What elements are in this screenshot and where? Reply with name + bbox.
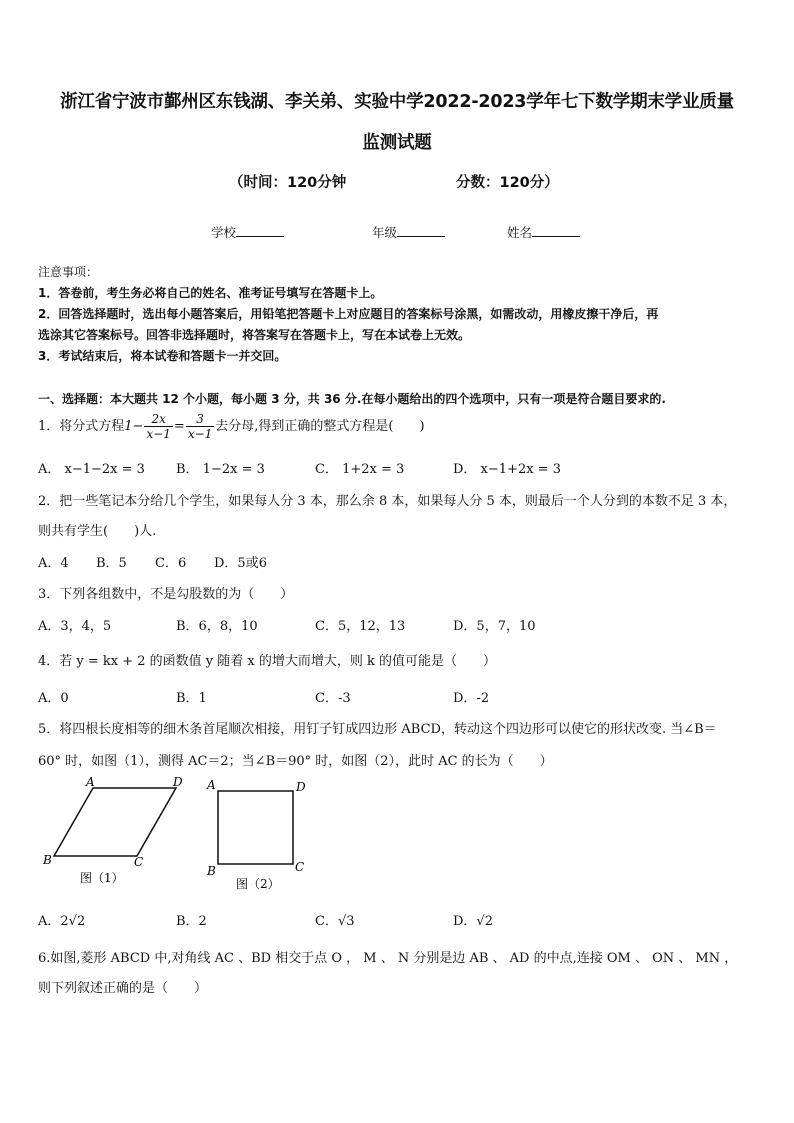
q2-option-b[interactable]: B．5 <box>96 556 127 571</box>
exam-title-line1: 浙江省宁波市鄞州区东钱湖、李关弟、实验中学2022-2023学年七下数学期末学业质量 <box>60 92 734 112</box>
name-blank[interactable] <box>532 224 580 237</box>
q5-option-a[interactable]: A．2√2 <box>38 914 86 929</box>
score-label: 分数：120分） <box>456 175 559 191</box>
q4-option-c[interactable]: C．-3 <box>315 691 351 706</box>
question-6-line1: 6.如图,菱形 ABCD 中,对角线 AC 、BD 相交于点 O ， M 、 N 分别是边 AB 、 AD 的中点,连接 OM 、 ON 、 MN ， <box>38 951 738 966</box>
grade-blank[interactable] <box>397 224 445 237</box>
fig1-label-c: C <box>134 855 144 869</box>
grade-field[interactable] <box>372 223 445 241</box>
q1-fraction-1 <box>144 412 172 441</box>
fig1-label-b: B <box>43 853 52 867</box>
q3-option-d[interactable]: D．5，7，10 <box>453 619 536 634</box>
q4-option-b[interactable]: B．1 <box>176 691 207 706</box>
fig2-label-c: C <box>295 860 305 874</box>
figure-1-parallelogram <box>42 775 183 885</box>
fig2-label-b: B <box>207 864 216 878</box>
q1-lead: 1− <box>124 419 144 434</box>
q1-fraction-2 <box>186 412 214 441</box>
fig2-label-a: A <box>207 778 216 792</box>
note-item-2a: 2．回答选择题时，选出每小题答案后，用铅笔把答题卡上对应题目的答案标号涂黑，如需改动，用橡皮擦干净后，再 <box>38 307 659 321</box>
q1-frac1-num: 2x <box>144 412 172 427</box>
question-2-line1: 2．把一些笔记本分给几个学生，如果每人分 3 本，那么余 8 本，如果每人分 5 本，则最后一个人分到的本数不足 3 本， <box>38 494 737 509</box>
square-abcd <box>218 791 293 864</box>
q1-suffix: 去分母,得到正确的整式方程是( ) <box>215 419 425 434</box>
fig2-label-d: D <box>296 780 306 794</box>
q1-frac2-den: x−1 <box>187 427 213 441</box>
time-label: （时间：120分钟 <box>229 175 347 191</box>
question-2-line2: 则共有学生( )人. <box>38 524 157 539</box>
question-3: 3．下列各组数中，不是勾股数的为（ ） <box>38 587 294 602</box>
fig2-caption: 图（2） <box>236 877 280 891</box>
question-1 <box>38 412 425 441</box>
name-field[interactable] <box>507 223 580 241</box>
note-item-1: 1．答卷前，考生务必将自己的姓名、准考证号填写在答题卡上。 <box>38 286 383 300</box>
school-field[interactable] <box>211 223 284 241</box>
figure-2-square <box>206 778 306 891</box>
fig1-caption: 图（1） <box>80 871 124 885</box>
note-item-3: 3．考试结束后，将本试卷和答题卡一并交回。 <box>38 349 287 363</box>
exam-title-line2: 监测试题 <box>362 133 432 153</box>
question-4: 4．若 y = kx + 2 的函数值 y 随着 x 的增大而增大，则 k 的值可能是（ ） <box>38 654 497 669</box>
parallelogram-abcd <box>54 788 176 856</box>
question-5-line2: 60° 时，如图（1），测得 AC＝2；当∠B＝90° 时，如图（2），此时 AC 的长为（ ） <box>38 754 553 769</box>
q1-equals: = <box>173 419 185 434</box>
q4-option-d[interactable]: D．-2 <box>453 691 490 706</box>
q3-option-b[interactable]: B．6，8，10 <box>176 619 258 634</box>
q1-option-b[interactable]: B． 1−2x = 3 <box>176 462 265 477</box>
note-item-2b: 选涂其它答案标号。回答非选择题时，将答案写在答题卡上，写在本试卷上无效。 <box>38 328 471 342</box>
q1-option-a[interactable]: A． x−1−2x = 3 <box>38 462 145 477</box>
question-6-line2: 则下列叙述正确的是（ ） <box>38 981 208 996</box>
q2-option-d[interactable]: D．5或6 <box>214 556 267 571</box>
grade-label: 年级 <box>372 225 398 240</box>
school-label: 学校 <box>211 225 237 240</box>
q5-option-d[interactable]: D．√2 <box>453 914 493 929</box>
fig1-label-d: D <box>173 775 183 789</box>
q5-option-c[interactable]: C．√3 <box>315 914 355 929</box>
school-blank[interactable] <box>236 224 284 237</box>
notes-heading: 注意事项： <box>38 265 99 279</box>
q1-frac1-den: x−1 <box>146 427 171 441</box>
q1-frac2-num: 3 <box>186 412 214 427</box>
notes-block <box>38 262 760 367</box>
q3-option-c[interactable]: C．5，12，13 <box>315 619 406 634</box>
q2-option-a[interactable]: A．4 <box>38 556 69 571</box>
q3-option-a[interactable]: A．3，4，5 <box>38 619 112 634</box>
q1-prefix: 1．将分式方程 <box>38 419 125 434</box>
q1-option-c[interactable]: C． 1+2x = 3 <box>315 462 405 477</box>
q2-option-c[interactable]: C．6 <box>155 556 187 571</box>
question-5-line1: 5．将四根长度相等的细木条首尾顺次相接，用钉子钉成四边形 ABCD，转动这个四边形可以使它的形状改变. 当∠B＝ <box>38 722 717 737</box>
q5-option-b[interactable]: B．2 <box>176 914 207 929</box>
fig1-label-a: A <box>86 775 95 789</box>
section-1-heading: 一、选择题：本大题共 12 个小题，每小题 3 分，共 36 分.在每小题给出的四个选项中，只有一项是符合题目要求的. <box>38 392 666 406</box>
name-label: 姓名 <box>507 225 533 240</box>
q4-option-a[interactable]: A．0 <box>38 691 69 706</box>
q1-option-d[interactable]: D． x−1+2x = 3 <box>453 462 561 477</box>
q5-figures <box>36 774 316 896</box>
